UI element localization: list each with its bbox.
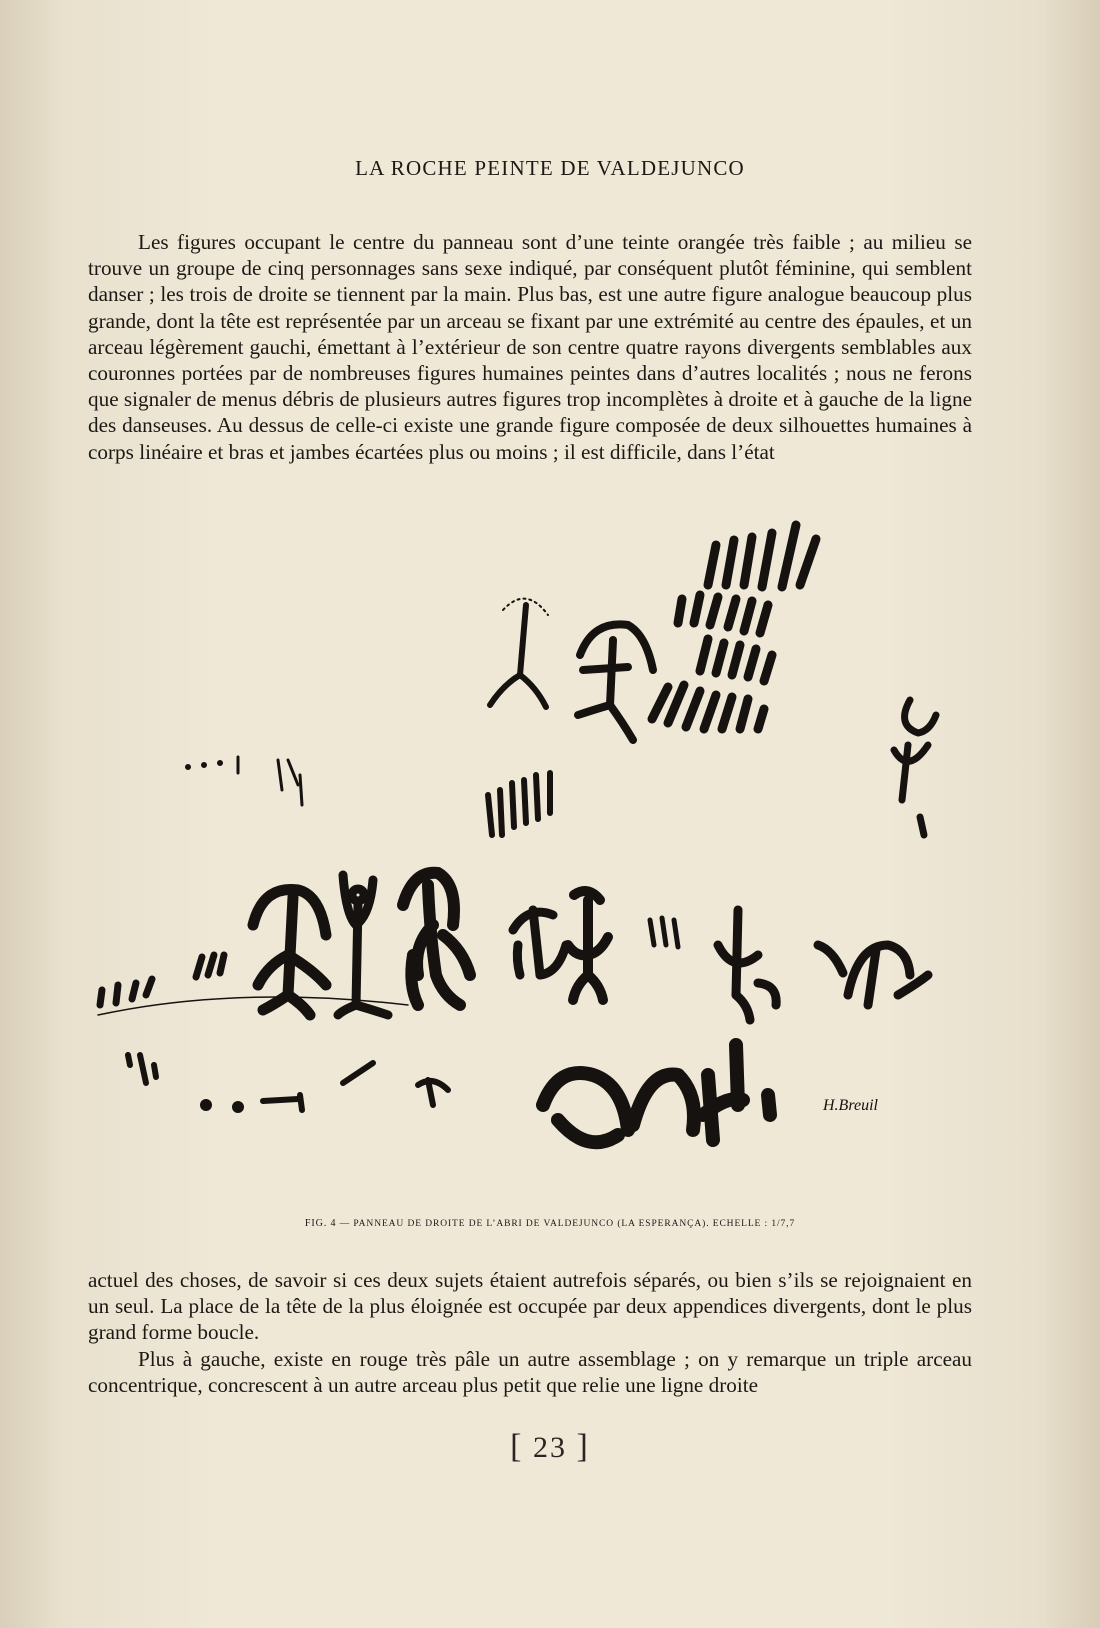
dancer-figure-7 [818,945,928,1005]
paragraph-1: Les figures occupant le centre du panneau sont d’une teinte orangée très faible ; au milieu se trouve un groupe de cinq personnages sans sexe indiqué, par conséquent plutôt féminine, qui semblent danser ; les trois de droite se tiennent par la main. Plus bas, est une autre figure analogue beaucoup plus grande, dont la tête est représentée par un arceau se fixant par une extrémité au centre des épaules, et un arceau légèrement gauchi, émettant à l’extérieur de son centre quatre rayons divergents semblables aux couronnes portées par de nombreuses figures humaines peintes dans d’autres localités ; nous ne ferons que signaler de menus débris de plusieurs autres figures trop incomplètes à droite et à gauche de la ligne des danseuses. Au dessus de celle-ci existe une grande figure composée de deux silhouettes humaines à corps linéaire et bras et jambes écartées plus ou moins ; il est difficile, dans l’état [88,230,972,464]
left-bracket: [ [510,1428,524,1465]
figure-caption [0,1218,1100,1229]
dancer-figure-6 [718,910,776,1020]
dancer-figure-2 [338,875,388,1015]
caption-figure-number: FIG. 4 [304,1218,337,1229]
bottom-left-marks [128,1055,448,1110]
small-dots-left [187,757,303,805]
y-shaped-figure [490,599,548,707]
right-vertical-figure [894,700,936,835]
dancer-figure-1 [253,889,326,1015]
small-bars [650,918,678,947]
artist-signature: H.Breuil [823,1097,878,1114]
page-number [0,1428,1100,1466]
dancer-figure-5 [568,891,608,1000]
rock-painting-figure [88,505,988,1205]
large-blob-figure [543,1045,770,1142]
dancer-figure-4 [513,910,566,975]
page-number-value: 23 [533,1431,567,1464]
paragraph-2: actuel des choses, de savoir si ces deux sujets étaient autrefois séparés, ou bien s’ils se rejoignaient en un seul. La place de la tête de la plus éloignée est occupée par deux appendices divergents, dont le plus grand forme boucle. [88,1268,972,1345]
dancer-figure-3 [403,873,470,1005]
caption-scale: 1/7,7 [771,1219,796,1229]
paragraph-3: Plus à gauche, existe en rouge très pâle un autre assemblage ; on y remarque un triple arceau concentrique, concrescent à un autre arceau plus petit que relie une ligne droite [88,1347,972,1398]
humanlike-figure-top [578,624,653,740]
tally-marks-cluster [652,525,816,729]
left-tally-strokes [100,955,224,1005]
central-stroke-group [488,773,550,835]
caption-text: — PANNEAU DE DROITE DE L’ABRI DE VALDEJUNCO (LA ESPERANÇA). ECHELLE : [339,1219,772,1229]
rock-painting-illustration [88,505,988,1205]
running-title: LA ROCHE PEINTE DE VALDEJUNCO [355,156,745,180]
right-bracket: ] [576,1428,590,1465]
